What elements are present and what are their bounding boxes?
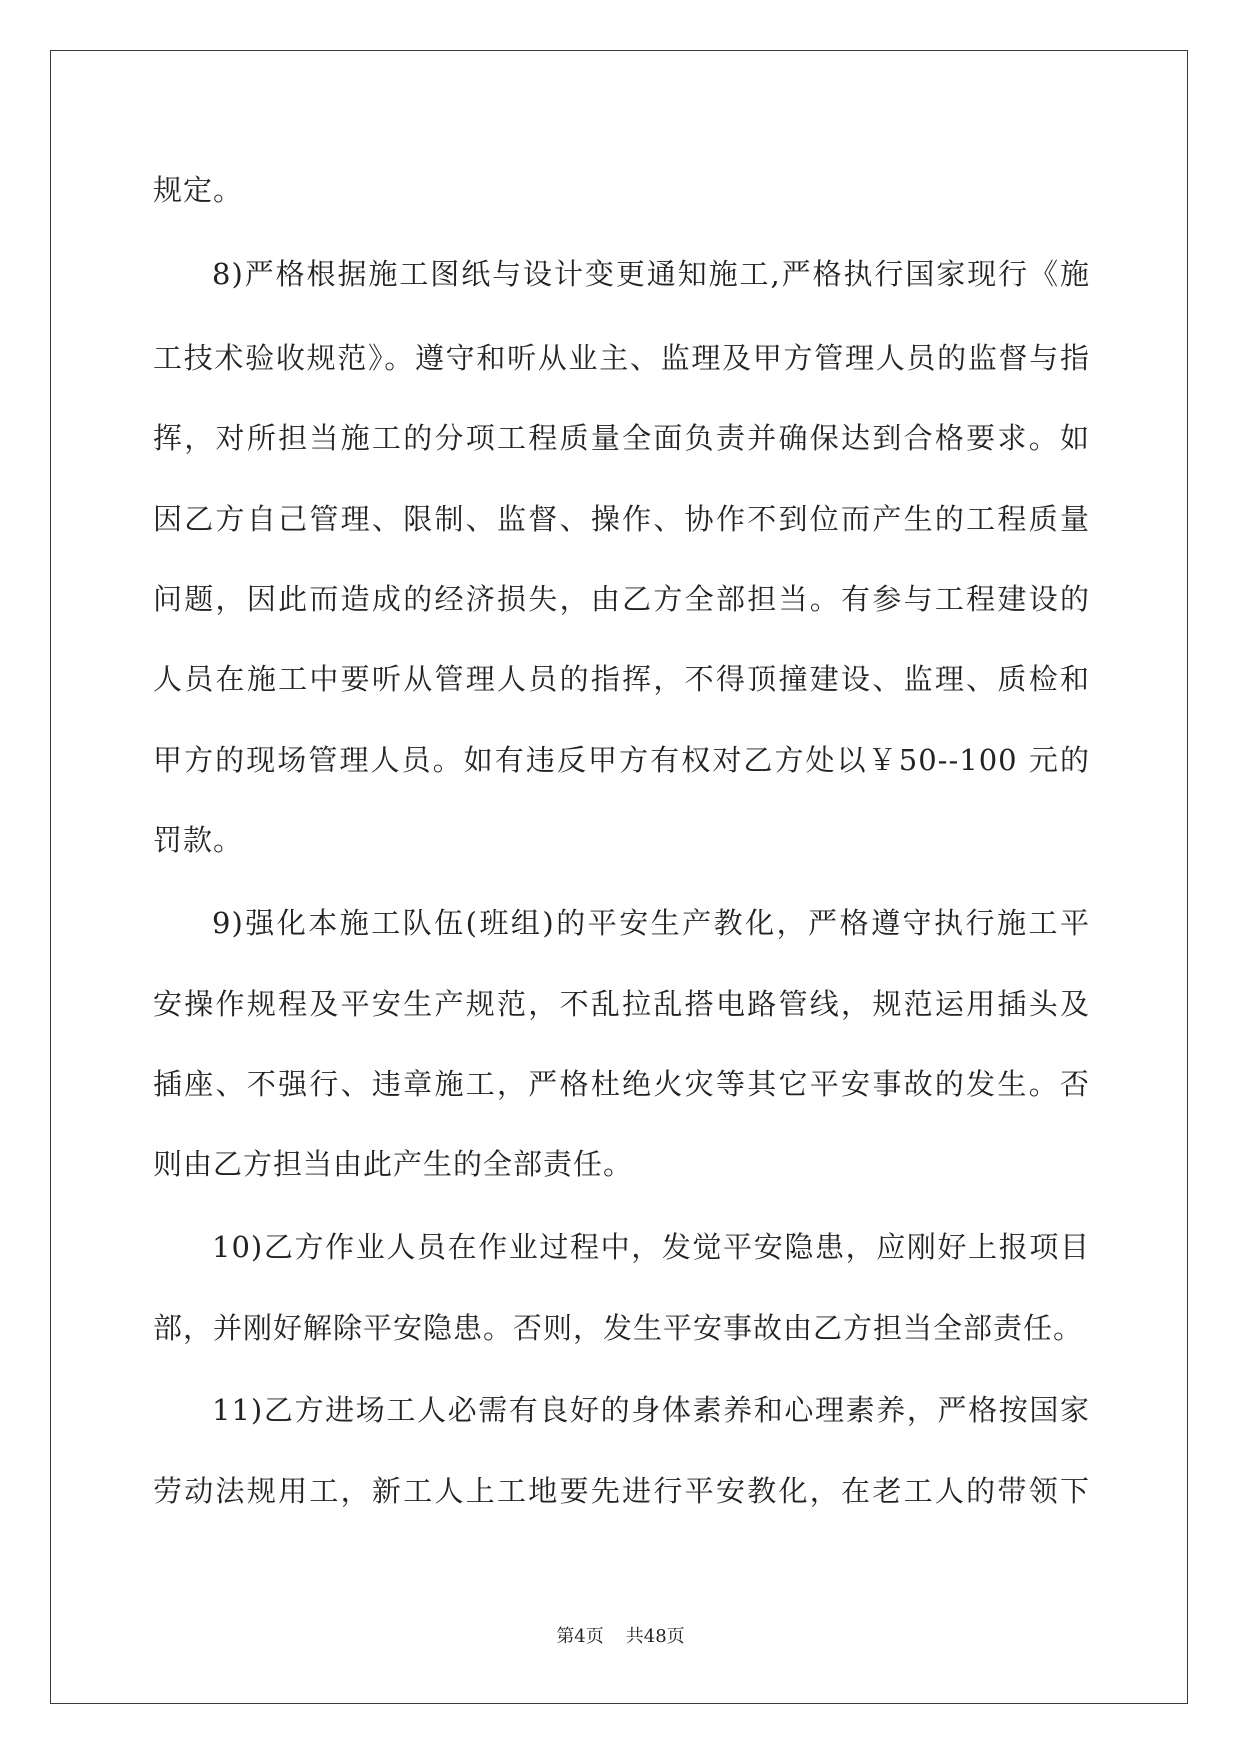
paragraph-8-start: 8)严格根据施工图纸与设计变更通知施工,严格执行国家现行《施 — [212, 257, 1090, 291]
body-text-line: 因乙方自己管理、限制、监督、操作、协作不到位而产生的工程质量 — [153, 502, 1090, 536]
body-text-line: 安操作规程及平安生产规范，不乱拉乱搭电路管线，规范运用插头及 — [153, 987, 1090, 1021]
page-total: 共48页 — [625, 1626, 685, 1647]
page-number: 第4页 — [556, 1626, 604, 1647]
body-text-line: 问题，因此而造成的经济损失，由乙方全部担当。有参与工程建设的 — [153, 582, 1090, 616]
body-text-line: 规定。 — [153, 173, 244, 207]
body-text-line: 插座、不强行、违章施工，严格杜绝火灾等其它平安事故的发生。否 — [153, 1067, 1090, 1101]
paragraph-10-start: 10)乙方作业人员在作业过程中，发觉平安隐患，应刚好上报项目 — [212, 1230, 1090, 1264]
body-text-line: 部，并刚好解除平安隐患。否则，发生平安事故由乙方担当全部责任。 — [153, 1311, 1084, 1345]
body-text-line: 人员在施工中要听从管理人员的指挥，不得顶撞建设、监理、质检和 — [153, 662, 1090, 696]
page-border — [50, 50, 1188, 1704]
body-text-line: 挥，对所担当施工的分项工程质量全面负责并确保达到合格要求。如 — [153, 421, 1090, 455]
body-text-line: 劳动法规用工，新工人上工地要先进行平安教化，在老工人的带领下 — [153, 1474, 1090, 1508]
page-footer — [0, 1625, 1241, 1649]
body-text-line: 罚款。 — [153, 823, 244, 857]
body-text-line: 甲方的现场管理人员。如有违反甲方有权对乙方处以￥50--100 元的 — [153, 743, 1090, 777]
body-text-line: 工技术验收规范》。遵守和听从业主、监理及甲方管理人员的监督与指 — [153, 341, 1090, 375]
body-text-line: 则由乙方担当由此产生的全部责任。 — [153, 1147, 634, 1181]
paragraph-9-start: 9)强化本施工队伍(班组)的平安生产教化，严格遵守执行施工平 — [212, 906, 1090, 940]
paragraph-11-start: 11)乙方进场工人必需有良好的身体素养和心理素养，严格按国家 — [212, 1393, 1090, 1427]
